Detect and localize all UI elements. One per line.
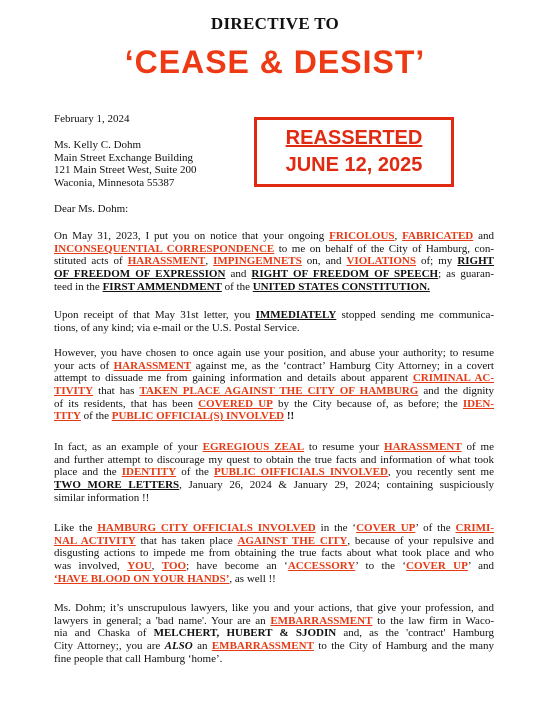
emphasis: OF FREEDOM OF EXPRESSION xyxy=(54,268,226,281)
address-line: Ms. Kelly C. Dohm xyxy=(54,139,142,151)
highlight: ‘HAVE BLOOD ON YOUR HANDS’ xyxy=(54,572,230,585)
paragraph-4: In fact, as an example of your EGREGIOUS ZEAL to resume your HARASSMENT of me and further attempt to discourage my quest to obtain the true facts and information of what took place and the IDENTITY of the PUBLIC OIFFICIALS INVOLVED, you recently sent me TWO MORE LETTERS, January 26, 2024 & January 29, 2024; containing suspiciously similar information !! xyxy=(54,441,494,504)
highlight: AGAINST THE CITY xyxy=(237,534,348,547)
paragraph-5: Like the HAMBURG CITY OFFICIALS INVOLVED in the ‘COVER UP’ of the CRIMI- NAL ACTIVITY that has taken place AGAINST THE CITY, because of your repulsive and disgusting actions to impede me from obtaining the true facts about what took place and who was involved, YOU, TOO; have become an ‘ACCESSORY’ to the ‘COVER UP’ and ‘HAVE BLOOD ON YOUR HANDS’, as well !! xyxy=(54,522,495,585)
highlight: HAMBURG CITY OFFICIALS INVOLVED xyxy=(97,522,316,534)
highlight: PUBLIC OIFFICIALS INVOLVED xyxy=(213,466,388,479)
highlight: PUBLIC OFFICIAL(S) INVOLVED xyxy=(111,410,285,423)
highlight: TAKEN PLACE AGAINST THE CITY OF HAMBURG xyxy=(139,385,419,398)
highlight: COVERED UP xyxy=(198,397,273,410)
paragraph-2: Upon receipt of that May 31st letter, you IMMEDIATELY stopped sending me communica- tions, of any kind; via e-mail or the U.S. Postal Service. xyxy=(54,309,494,334)
emphasis: RIGHT OF FREEDOM OF SPEECH xyxy=(251,268,439,281)
salutation: Dear Ms. Dohm: xyxy=(54,203,129,215)
emphasis: ALSO xyxy=(164,640,193,653)
highlight: CRIMI- xyxy=(455,522,494,534)
address-line: 121 Main Street West, Suite 200 xyxy=(54,164,197,177)
address-line: Main Street Exchange Building xyxy=(54,151,193,164)
highlight: EMBARRASSMENT xyxy=(211,640,314,653)
highlight: HARASSMENT xyxy=(127,255,206,268)
cease-desist-heading: ‘CEASE & DESIST’ xyxy=(124,44,426,80)
letter-date: February 1, 2024 xyxy=(54,113,130,125)
highlight: CRIMINAL AC- xyxy=(412,372,494,385)
paragraph-1: On May 31, 2023, I put you on notice that your ongoing FRICOLOUS, FABRICATED and INCONSEQUENTIAL CORRESPONDENCE to me on behalf of the City of Hamburg, con- stituted acts of HARASSMENT, IMPINGEMNETS on, and VIOLATIONS of; my RIGHT OF FREEDOM OF EXPRESSION and RIGHT OF FREEDOM OF SPEECH; as guaran- teed in the FIRST AMMENDMENT of the UNITED STATES CONSTITUTION. xyxy=(54,230,495,293)
paragraph-3: However, you have chosen to once again use your position, and abuse your authority; to resume your acts of HARASSMENT against me, as the ‘contract’ Hamburg City Attorney; in a covert attempt to dissuade me from gaining information and details about apparent CRIMINAL AC- TIVITY that has TAKEN PLACE AGAINST THE CITY OF HAMBURG and the dignity of its residents, that has been COVERED UP by the City because of, as before; the IDEN- TITY of the PUBLIC OFFICIAL(S) INVOLVED !! xyxy=(54,347,494,423)
highlight: INCONSEQUENTIAL CORRESPONDENCE xyxy=(54,242,275,255)
highlight: NAL ACTIVITY xyxy=(54,534,136,547)
highlight: YOU xyxy=(127,560,152,573)
highlight: COVER UP xyxy=(356,522,416,534)
highlight: COVER UP xyxy=(406,560,468,573)
highlight: TOO xyxy=(161,560,187,573)
stamp-reasserted: REASSERTED xyxy=(285,127,423,149)
emphasis: RIGHT xyxy=(457,255,495,268)
highlight: VIOLATIONS xyxy=(346,255,416,268)
recipient-address xyxy=(54,139,494,190)
highlight: HARASSMENT xyxy=(113,359,192,372)
document-title: DIRECTIVE TO xyxy=(210,14,340,33)
highlight: TIVITY xyxy=(54,385,94,398)
highlight: IMPINGEMNETS xyxy=(213,255,302,268)
stamp-date: JUNE 12, 2025 xyxy=(285,154,423,176)
firm-name: MELCHERT, HUBERT & SJODIN xyxy=(153,627,337,640)
highlight: FABRICATED xyxy=(402,230,474,242)
highlight: HARASSMENT xyxy=(384,441,462,453)
highlight: FRICOLOUS xyxy=(329,230,395,242)
highlight: EGREGIOUS ZEAL xyxy=(202,441,305,453)
highlight: IDEN- xyxy=(462,397,494,410)
emphasis: UNITED STATES CONSTITUTION. xyxy=(252,280,430,293)
address-line: Waconia, Minnesota 55387 xyxy=(54,177,175,190)
highlight: TITY xyxy=(54,410,81,423)
emphasis: TWO MORE LETTERS xyxy=(54,479,180,492)
highlight: ACCESSORY xyxy=(287,560,356,573)
highlight: IDENTITY xyxy=(121,466,177,479)
paragraph-6: Ms. Dohm; it’s unscrupulous lawyers, like you and your actions, that give your profession, and lawyers in general; a 'bad name'. Your are an EMBARRASSMENT to the law firm in Waco- nia and Chaska of MELCHERT, HUBERT & SJODIN and, as the 'contract' Hamburg City Attorney;, you are ALSO an EMBARRASSMENT to the City of Hamburg and the many fine people that call Hamburg ‘home’. xyxy=(54,602,494,665)
emphasis: FIRST AMMENDMENT xyxy=(102,280,222,293)
emphasis: IMMEDIATELY xyxy=(255,309,337,321)
highlight: EMBARRASSMENT xyxy=(270,614,373,627)
